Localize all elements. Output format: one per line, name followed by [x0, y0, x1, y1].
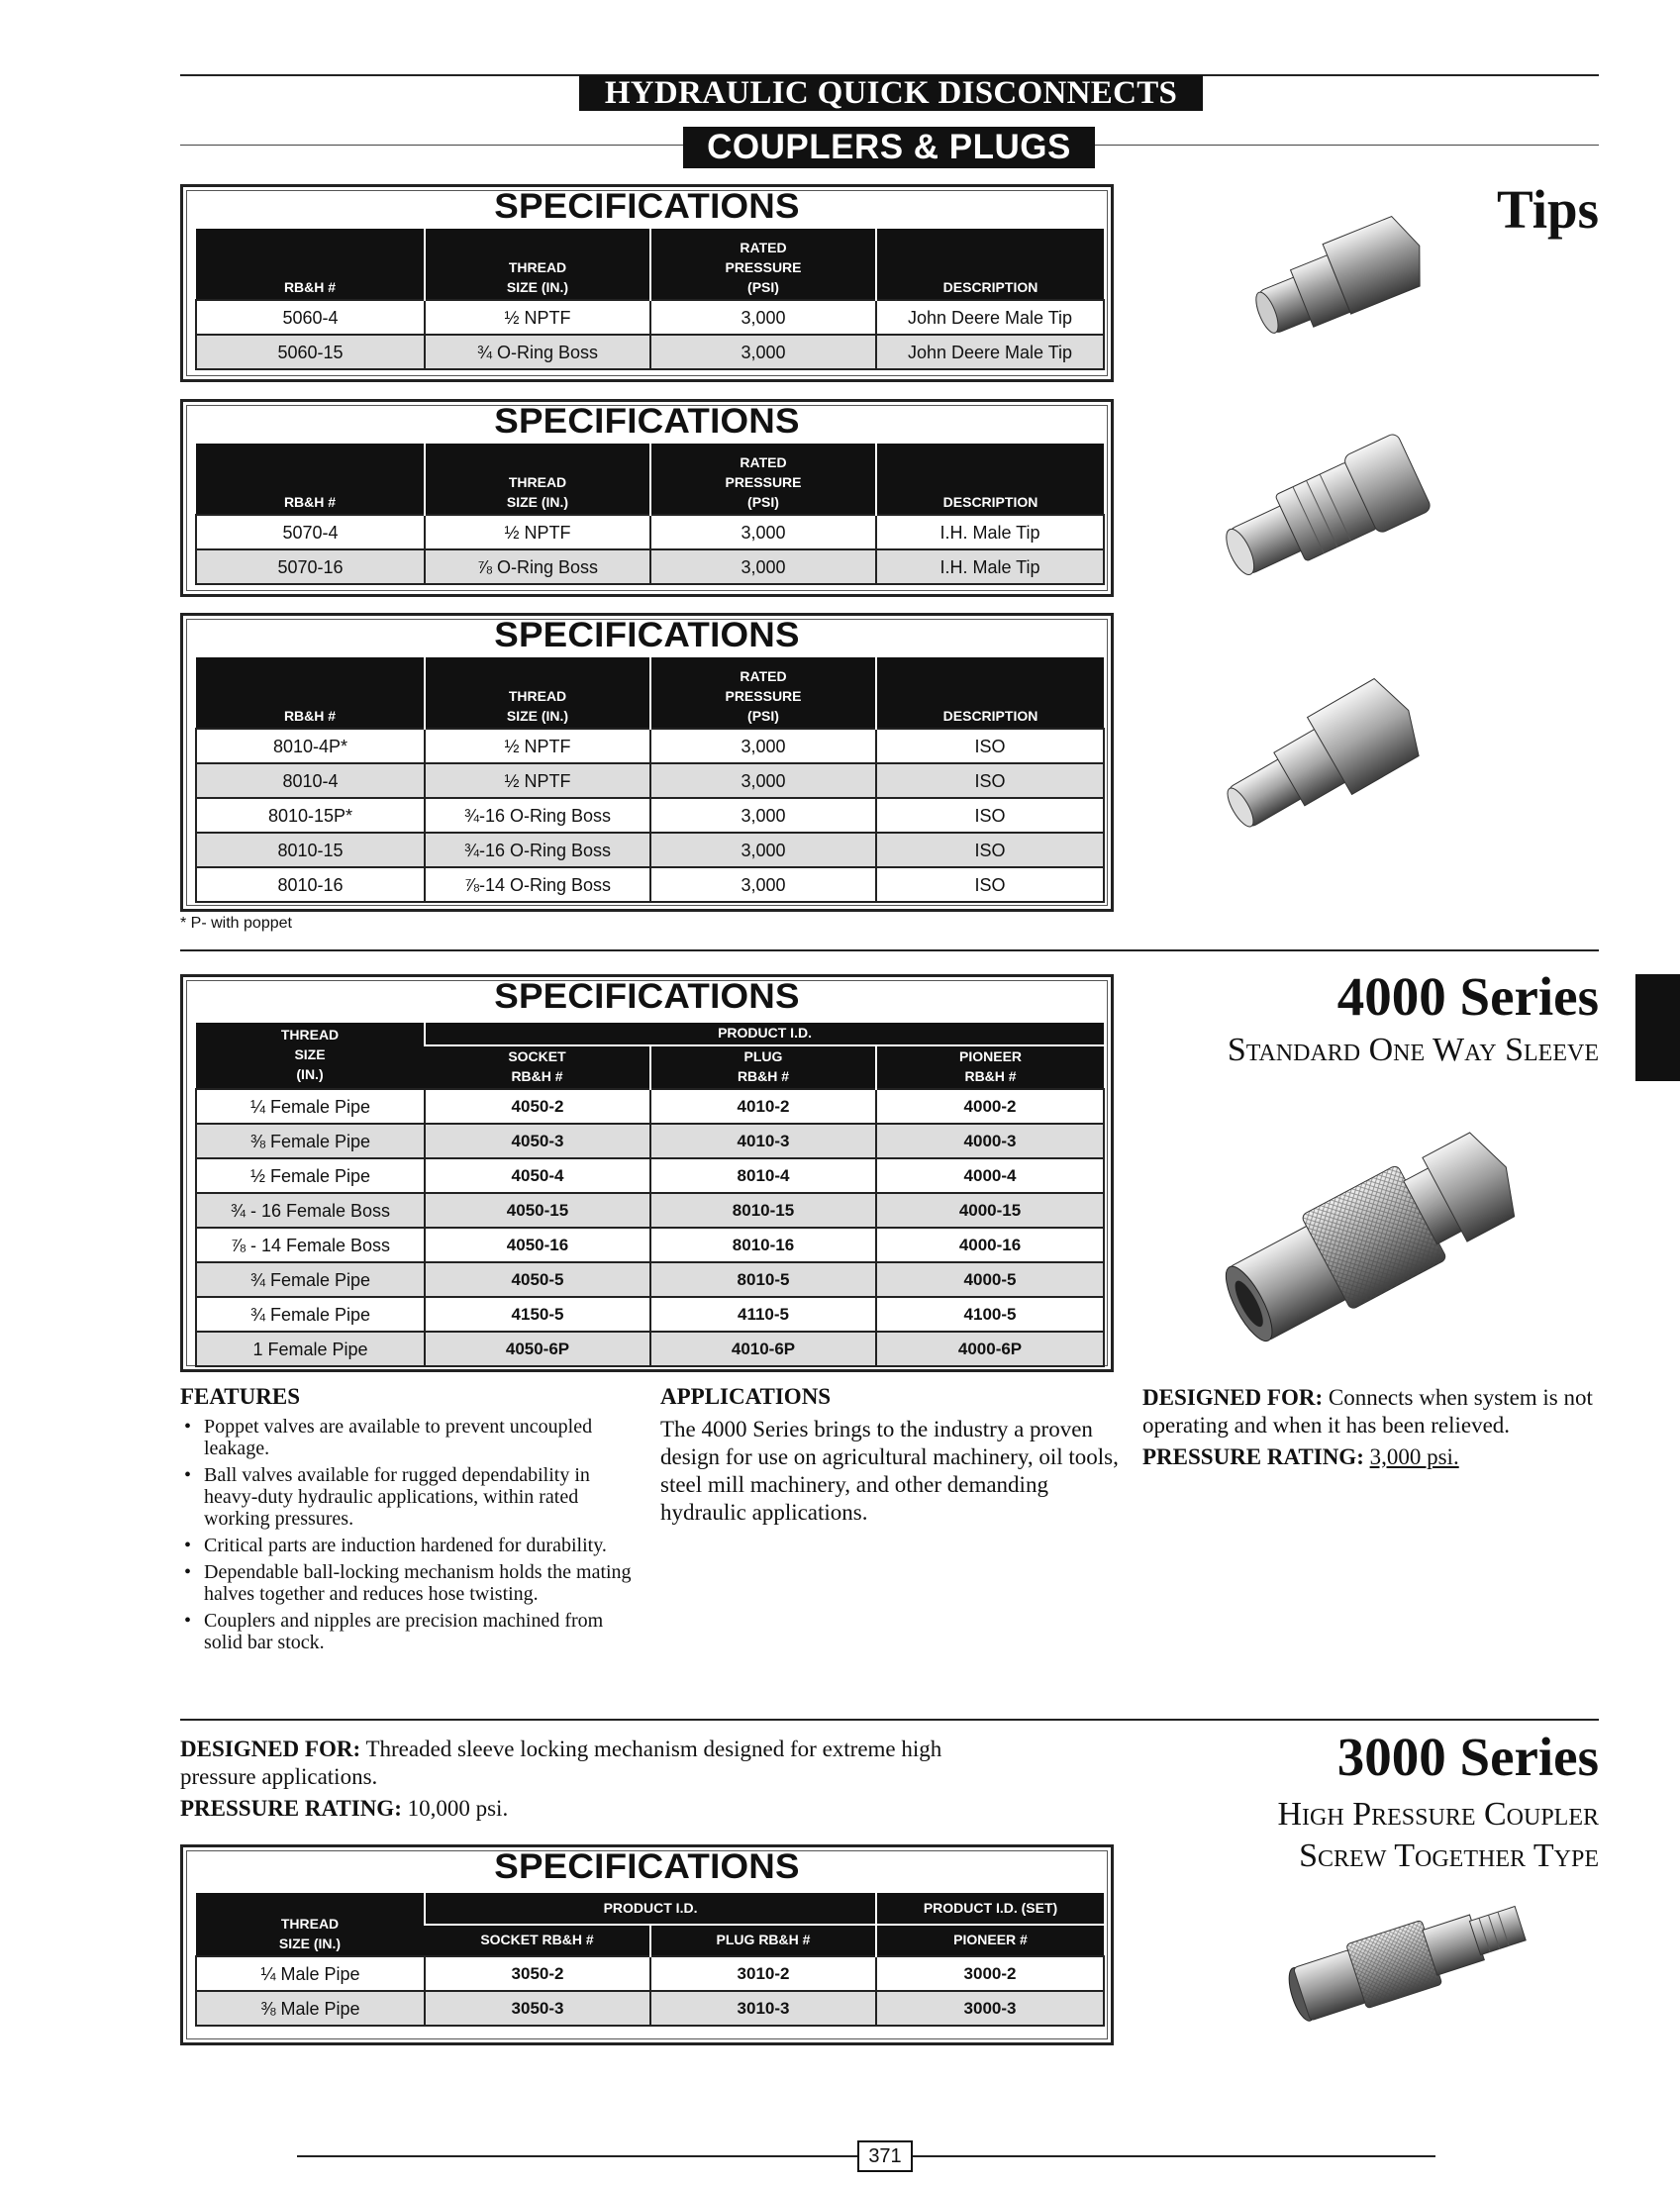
- features-list: [180, 1416, 636, 1658]
- series-3000-subtitle-1: High Pressure Coupler: [1277, 1796, 1599, 1833]
- table-cell: 4100-5: [876, 1297, 1104, 1332]
- tips-title: Tips: [1497, 179, 1599, 240]
- applications-text: The 4000 Series brings to the industry a proven design for use on agricultural machinery, oil tools, steel mill machinery, and other demanding hydraulic applications.: [660, 1417, 1119, 1525]
- col-header-pioneer: PIONEER #: [876, 1925, 1104, 1956]
- col-header-thread-line: THREAD: [280, 1027, 340, 1043]
- table-cell: 3000-2: [876, 1956, 1104, 1991]
- designed-for-4000: [1142, 1384, 1608, 1440]
- designed-for-3000: [180, 1736, 972, 1791]
- poppet-footnote: * P- with poppet: [180, 915, 292, 932]
- table-cell: 3,000: [650, 549, 876, 584]
- iso-tip-image: [1210, 665, 1437, 853]
- designed-for-text: Threaded sleeve locking mechanism designed for extreme high pressure applications.: [180, 1737, 942, 1789]
- spec-box-4000: [180, 974, 1114, 1372]
- table-cell: ⅞ O-Ring Boss: [425, 549, 650, 584]
- applications-heading: APPLICATIONS: [660, 1384, 832, 1409]
- table-cell: ¾ - 16 Female Boss: [196, 1193, 425, 1228]
- series-4000-subtitle: Standard One Way Sleeve: [1227, 1032, 1599, 1068]
- col-header-product-id: PRODUCT I.D.: [425, 1023, 1104, 1045]
- pressure-rating-3000: [180, 1795, 873, 1823]
- col-header-line: PIONEER: [959, 1048, 1023, 1064]
- table-cell: ½ Female Pipe: [196, 1158, 425, 1193]
- series-4000-title: 4000 Series: [1336, 966, 1599, 1027]
- spec-table-4000: [195, 1023, 1105, 1367]
- col-header-thread-line: (IN.): [296, 1066, 324, 1082]
- table-cell: ¼ Male Pipe: [196, 1956, 425, 1991]
- table-cell: 4000-4: [876, 1158, 1104, 1193]
- table-cell: 8010-15P*: [196, 798, 425, 833]
- col-header-rbh: RB&H #: [196, 657, 425, 729]
- table-cell: 8010-15: [196, 833, 425, 867]
- table-cell: ½ NPTF: [425, 763, 650, 798]
- table-cell: ¼ Female Pipe: [196, 1089, 425, 1124]
- list-item: • Dependable ball-locking mechanism holds the mating halves together and reduces hose twisting.: [180, 1561, 636, 1605]
- spec-box-tips-2: [180, 399, 1114, 597]
- col-header-thread-line: SIZE (IN.): [278, 1936, 342, 1951]
- spec-title: SPECIFICATIONS: [494, 616, 800, 654]
- table-cell: 4000-5: [876, 1262, 1104, 1297]
- table-cell: 3,000: [650, 867, 876, 902]
- table-cell: 4050-4: [425, 1158, 650, 1193]
- col-header-thread: THREAD SIZE (IN.): [425, 444, 650, 515]
- col-header-thread: THREAD SIZE (IN.): [425, 657, 650, 729]
- col-header-description: DESCRIPTION: [876, 657, 1104, 729]
- features-heading: FEATURES: [180, 1384, 300, 1409]
- table-cell: 3000-3: [876, 1991, 1104, 2026]
- table-cell: ISO: [876, 798, 1104, 833]
- col-header-line: RB&H #: [737, 1068, 790, 1084]
- table-cell: 4050-2: [425, 1089, 650, 1124]
- spec-box-3000: [180, 1844, 1114, 2045]
- table-cell: 3050-2: [425, 1956, 650, 1991]
- series-3000-subtitle-2: Screw Together Type: [1299, 1837, 1599, 1874]
- table-cell: ⅜ Female Pipe: [196, 1124, 425, 1158]
- table-cell: 3,000: [650, 335, 876, 369]
- col-header-product-id-set: PRODUCT I.D. (SET): [876, 1893, 1104, 1925]
- table-cell: 5070-16: [196, 549, 425, 584]
- col-header-thread: THREAD SIZE (IN.): [425, 229, 650, 300]
- col-header-thread: [196, 1023, 425, 1089]
- table-cell: 8010-5: [650, 1262, 876, 1297]
- spec-box-tips-1: [180, 184, 1114, 382]
- series-3000-title: 3000 Series: [1336, 1727, 1599, 1787]
- list-item: • Poppet valves are available to prevent uncoupled leakage.: [180, 1416, 636, 1459]
- table-cell: 4050-15: [425, 1193, 650, 1228]
- spec-table-tips-2: [195, 444, 1105, 585]
- col-header-description: DESCRIPTION: [876, 229, 1104, 300]
- col-header-pressure: RATED PRESSURE (PSI): [650, 657, 876, 729]
- table-cell: 3,000: [650, 515, 876, 549]
- designed-for-label: DESIGNED FOR:: [180, 1737, 361, 1761]
- table-cell: ¾ Female Pipe: [196, 1297, 425, 1332]
- col-header-pressure: RATED PRESSURE (PSI): [650, 229, 876, 300]
- table-cell: 4010-3: [650, 1124, 876, 1158]
- col-header-line: SOCKET: [508, 1048, 566, 1064]
- table-cell: 8010-4: [650, 1158, 876, 1193]
- section-banner-hydraulic: HYDRAULIC QUICK DISCONNECTS: [579, 75, 1203, 111]
- col-header-line: RB&H #: [964, 1068, 1017, 1084]
- col-header-thread-line: SIZE: [294, 1046, 326, 1062]
- table-cell: 4050-5: [425, 1262, 650, 1297]
- male-tip-image-2: [1206, 408, 1453, 606]
- table-cell: ¾-16 O-Ring Boss: [425, 833, 650, 867]
- table-cell: 3010-2: [650, 1956, 876, 1991]
- table-cell: ⅜ Male Pipe: [196, 1991, 425, 2026]
- table-cell: 5060-15: [196, 335, 425, 369]
- table-cell: ISO: [876, 729, 1104, 763]
- table-cell: 4050-16: [425, 1228, 650, 1262]
- col-header-plug: PLUG RB&H #: [650, 1925, 876, 1956]
- table-cell: 8010-4: [196, 763, 425, 798]
- table-cell: 3,000: [650, 300, 876, 335]
- col-header-description: DESCRIPTION: [876, 444, 1104, 515]
- table-cell: 4110-5: [650, 1297, 876, 1332]
- table-cell: ½ NPTF: [425, 515, 650, 549]
- col-header-plug: [650, 1045, 876, 1089]
- pressure-rating-label: PRESSURE RATING:: [1142, 1444, 1364, 1469]
- table-cell: 5070-4: [196, 515, 425, 549]
- col-header-rbh: RB&H #: [196, 229, 425, 300]
- section-divider-4000: [180, 949, 1599, 951]
- table-cell: John Deere Male Tip: [876, 300, 1104, 335]
- table-cell: 3050-3: [425, 1991, 650, 2026]
- coupler-3000-image: [1267, 1881, 1544, 2030]
- table-cell: 8010-16: [196, 867, 425, 902]
- table-cell: John Deere Male Tip: [876, 335, 1104, 369]
- section-divider-3000: [180, 1719, 1599, 1721]
- table-cell: 4010-6P: [650, 1332, 876, 1366]
- table-cell: 4000-15: [876, 1193, 1104, 1228]
- table-cell: 4000-2: [876, 1089, 1104, 1124]
- page-number: 371: [857, 2140, 913, 2172]
- designed-for-label: DESIGNED FOR:: [1142, 1385, 1324, 1410]
- table-cell: ⅞-14 O-Ring Boss: [425, 867, 650, 902]
- table-cell: 3,000: [650, 798, 876, 833]
- col-header-socket: [425, 1045, 650, 1089]
- table-cell: ¾ Female Pipe: [196, 1262, 425, 1297]
- table-cell: 1 Female Pipe: [196, 1332, 425, 1366]
- col-header-rbh: RB&H #: [196, 444, 425, 515]
- table-cell: 4000-3: [876, 1124, 1104, 1158]
- table-cell: I.H. Male Tip: [876, 515, 1104, 549]
- table-cell: ½ NPTF: [425, 300, 650, 335]
- col-header-thread-line: THREAD: [280, 1916, 340, 1932]
- table-cell: ⅞ - 14 Female Boss: [196, 1228, 425, 1262]
- table-cell: I.H. Male Tip: [876, 549, 1104, 584]
- table-cell: 4000-16: [876, 1228, 1104, 1262]
- table-cell: 4050-6P: [425, 1332, 650, 1366]
- spec-title: SPECIFICATIONS: [494, 1847, 800, 1886]
- table-cell: 4000-6P: [876, 1332, 1104, 1366]
- table-cell: 3,000: [650, 833, 876, 867]
- spec-box-tips-3: [180, 613, 1114, 912]
- col-header-pioneer: [876, 1045, 1104, 1089]
- col-header-thread: [196, 1893, 425, 1956]
- table-cell: ½ NPTF: [425, 729, 650, 763]
- list-item: • Couplers and nipples are precision machined from solid bar stock.: [180, 1610, 636, 1653]
- col-header-line: RB&H #: [511, 1068, 563, 1084]
- table-cell: 3,000: [650, 729, 876, 763]
- table-cell: 3010-3: [650, 1991, 876, 2026]
- spec-title: SPECIFICATIONS: [494, 977, 800, 1016]
- pressure-rating-value: 10,000 psi.: [407, 1796, 509, 1821]
- list-item: • Ball valves available for rugged dependability in heavy-duty hydraulic applications, within rated working pressures.: [180, 1464, 636, 1530]
- male-tip-image-1: [1237, 188, 1445, 366]
- coupler-4000-image: [1210, 1107, 1536, 1364]
- list-item: • Critical parts are induction hardened for durability.: [180, 1535, 636, 1556]
- table-cell: 4010-2: [650, 1089, 876, 1124]
- spec-title: SPECIFICATIONS: [494, 187, 800, 226]
- table-cell: 4050-3: [425, 1124, 650, 1158]
- table-cell: 8010-16: [650, 1228, 876, 1262]
- section-side-tab: [1635, 974, 1680, 1081]
- section-banner-couplers: COUPLERS & PLUGS: [683, 127, 1095, 168]
- table-cell: 5060-4: [196, 300, 425, 335]
- col-header-product-id: PRODUCT I.D.: [425, 1893, 876, 1925]
- designed-for-text: Connects when system is not operating and when it has been relieved.: [1142, 1385, 1593, 1438]
- col-header-pressure: RATED PRESSURE (PSI): [650, 444, 876, 515]
- pressure-rating-value: 3,000 psi.: [1369, 1444, 1459, 1469]
- table-cell: ISO: [876, 867, 1104, 902]
- spec-table-tips-1: [195, 229, 1105, 370]
- col-header-socket: SOCKET RB&H #: [425, 1925, 650, 1956]
- table-cell: 8010-15: [650, 1193, 876, 1228]
- table-cell: ¾ O-Ring Boss: [425, 335, 650, 369]
- spec-title: SPECIFICATIONS: [494, 402, 800, 441]
- pressure-rating-label: PRESSURE RATING:: [180, 1796, 402, 1821]
- footer-rule-right: [913, 2155, 1435, 2157]
- table-cell: ISO: [876, 763, 1104, 798]
- spec-table-3000: [195, 1893, 1105, 2027]
- col-header-line: PLUG: [743, 1048, 783, 1064]
- table-cell: 8010-4P*: [196, 729, 425, 763]
- pressure-rating-4000: [1142, 1443, 1608, 1471]
- spec-table-tips-3: [195, 657, 1105, 903]
- table-cell: ISO: [876, 833, 1104, 867]
- table-cell: 4150-5: [425, 1297, 650, 1332]
- table-cell: ¾-16 O-Ring Boss: [425, 798, 650, 833]
- footer-rule-left: [297, 2155, 857, 2157]
- table-cell: 3,000: [650, 763, 876, 798]
